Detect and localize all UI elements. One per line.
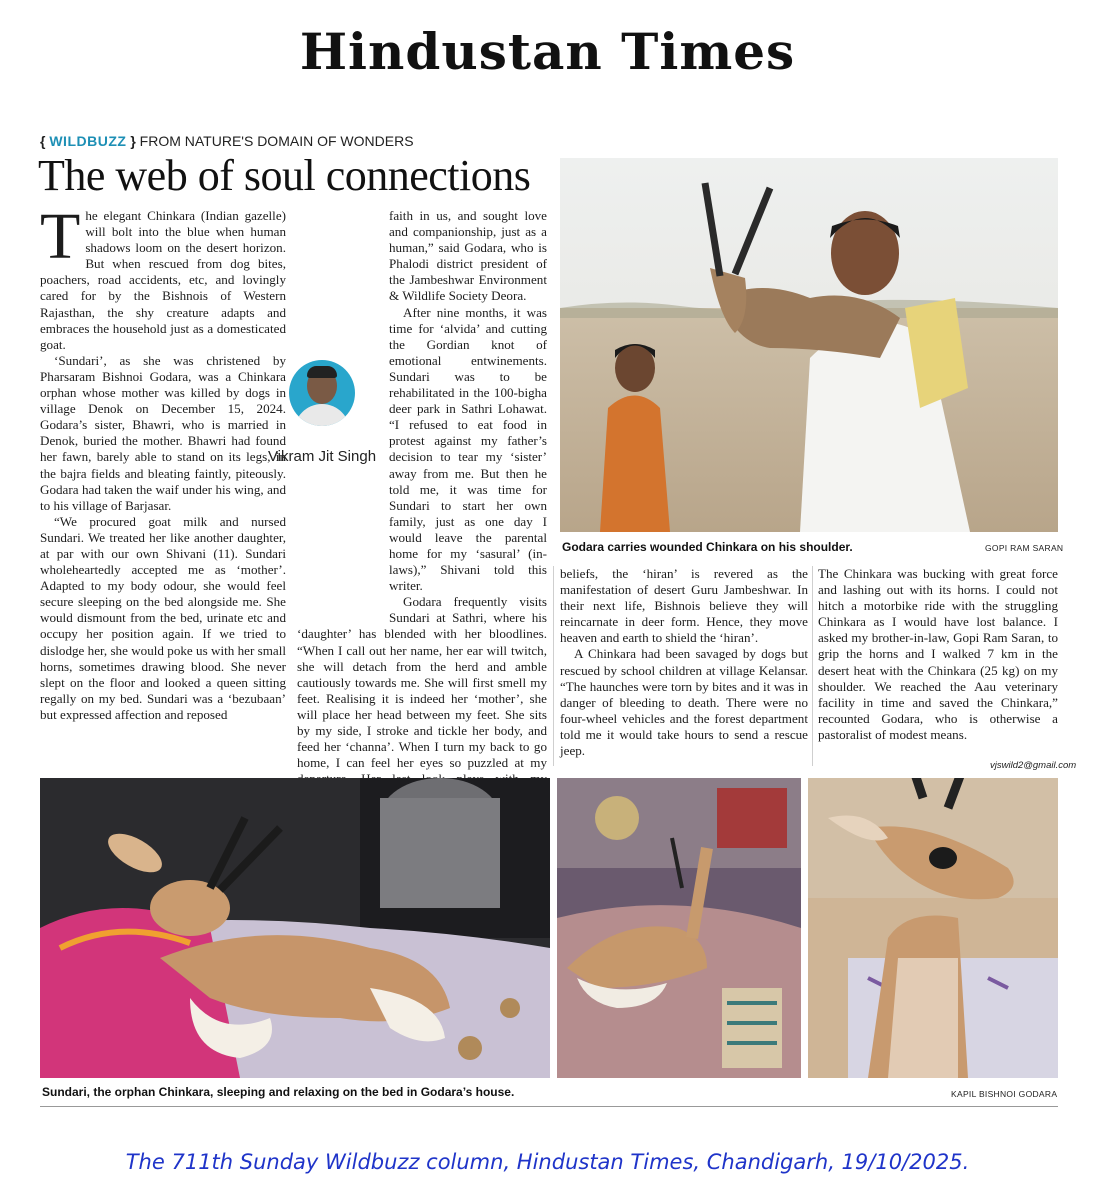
section-kicker [40, 133, 414, 149]
photo-sundari-on-bed [557, 778, 801, 1078]
footer-divider [40, 1106, 1058, 1107]
headline: The web of soul connections [38, 151, 531, 200]
masthead: Hindustan Times [299, 22, 796, 81]
photo-godara-carrying-chinkara [560, 158, 1058, 532]
author-name: Vikram Jit Singh [267, 448, 377, 465]
article-column-2 [297, 208, 547, 852]
paragraph: Godara frequently visits Sundari at Sathri, where his ‘daughter’ has blended with her bloodlines. “When I call out her name, her ear will twitch, she will detach from the herd and amble cautiously towards me. She will first smell my feet. Realising it is indeed her ‘mother’, she will place her head between my feet. She sits by my side, I stroke and tickle her body, and feed her ‘channa’. When I turn my back to go home, I can feel her eyes so puzzled at my [297, 594, 547, 771]
author-avatar [289, 360, 355, 426]
column-divider [553, 566, 554, 766]
paragraph: A Chinkara had been savaged by dogs but rescued by school children at village Kelansar. “The haunches were torn by bites and it was in danger of bleeding to death. There were no four-wheel vehicles and the forest department told me it would take hours to send a rescue jeep. [560, 646, 808, 759]
drop-cap: T [40, 200, 81, 273]
column-divider [812, 566, 813, 766]
photo-sundari-portrait [808, 778, 1058, 1078]
photo-top-caption: Godara carries wounded Chinkara on his shoulder. [562, 540, 853, 554]
author-email[interactable]: vjswild2@gmail.com [990, 760, 1077, 771]
photo-top-credit: GOPI RAM SARAN [985, 543, 1064, 553]
paragraph: beliefs, the ‘hiran’ is revered as the manifestation of desert Guru Jambeshwar. In their next life, Bishnois believe they will reincarnate in deer form. Hence, they move heaven and earth to shield the ‘hiran’. [560, 566, 808, 646]
photo-sundari-sleeping [40, 778, 550, 1078]
kicker-close-brace: } [130, 133, 136, 149]
paragraph: “We procured goat milk and nursed Sundari. We treated her like another daughter, at par with our own Shivani (11). Sundari wholeheartedly accepted me as ‘mother’. Adapted to my body odour, she would feel secure sleeping on the bed alongside me. She would dismount from the bed, urinate etc and occupy her position again. If we tried to dislodge her, she would poke us with her small horns, sometimes drawing blood. She never slept on the floor and looked a queen sitting regally on my bed. Sundari was a ‘bezubaan’ but expressed affection and reposed [40, 513, 286, 722]
article-column-1 [40, 200, 286, 723]
article-column-4 [818, 566, 1058, 743]
author-byline [258, 360, 386, 466]
article-column-3 [560, 566, 808, 759]
paragraph: The Chinkara was bucking with great force and lashing out with its horns. I could not hitch a motorbike ride with the struggling Chinkara as I would have lost balance. I asked my brother-in-law, Gopi Ram Saran, to grip the horns and I walked 7 km in the desert heat with the Chinkara (25 kg) on my shoulder. We reached the Aau veterinary facility in time and saved the Chinkara,” recounted Godara, who is otherwise a pastoralist of modest means. [818, 566, 1058, 742]
kicker-text: FROM NATURE'S DOMAIN OF WONDERS [139, 133, 414, 149]
paragraph: After nine months, it was time for ‘alvida’ and cutting the Gordian knot of emotional entwinements. Sundari was to be rehabilitated in the 100-bigha deer park in Sathri Lohawat. “I refused to eat food in protest against my father’s decision to tear my ‘sister’ away from me. But then he told me, it was time for Sundari to start her own family, just as one day I would leave the parental home for my ‘sasural’ (in-laws),” Shivani told this writer. [389, 304, 547, 594]
footer-note: The 711th Sunday Wildbuzz column, Hindustan Times, Chandigarh, 19/10/2025. [125, 1150, 970, 1174]
paragraph: The elegant Chinkara (Indian gazelle) will bolt into the blue when human shadows loom on the desert horizon. But when rescued from dog bites, poachers, road accidents, etc, and lovingly cared for by the Bishnois of Western Rajasthan, the shy creature adapts and embraces the household just as a domesticated goat. [40, 200, 286, 352]
paragraph: ‘Sundari’, as she was christened by Pharsaram Bishnoi Godara, was a Chinkara orphan whose mother was killed by dogs in village Denok on December 15, 2024. Godara’s sister, Bhawri, who is married in Denok, buried the mother. Bhawri had found her fawn, barely able to stand on its legs, in the bajra fields and bleating faintly, piteously. Godara had taken the waif under his wing, and to his village of Barjasar. [40, 352, 286, 513]
photo-bottom-caption: Sundari, the orphan Chinkara, sleeping and relaxing on the bed in Godara’s house. [42, 1085, 515, 1099]
paragraph: faith in us, and sought love and companionship, just as a human,” said Godara, who is Phalodi district president of the Jambeshwar Environment & Wildlife Society Deora. [389, 208, 547, 304]
photo-bottom-credit: KAPIL BISHNOI GODARA [951, 1089, 1058, 1099]
kicker-open-brace: { [40, 133, 46, 149]
kicker-tag: WILDBUZZ [49, 133, 127, 149]
